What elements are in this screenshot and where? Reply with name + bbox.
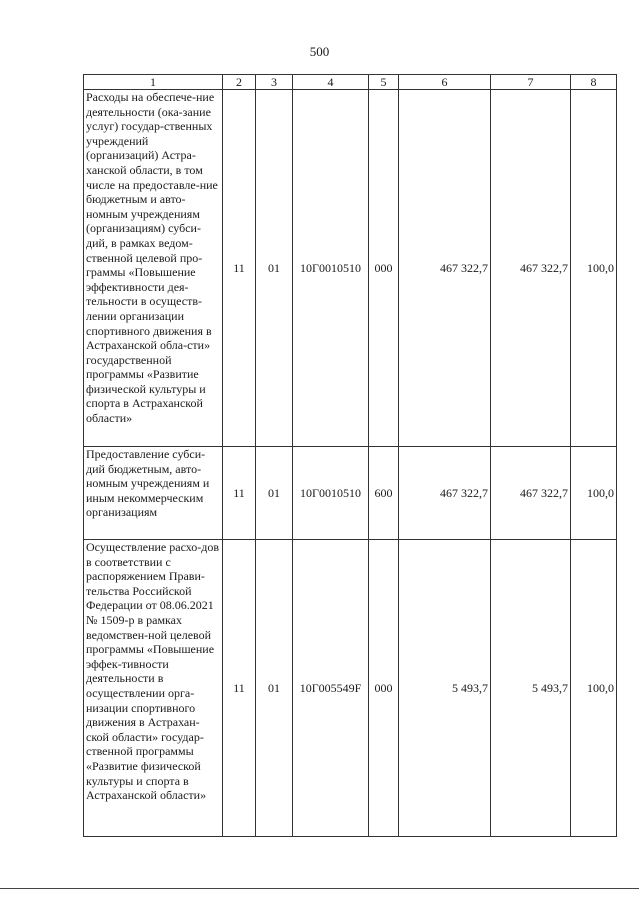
executed-amount: 5 493,7 — [491, 540, 571, 837]
row-description: Расходы на обеспече-ние деятельности (ока-зание услуг) государ-ственных учреждений (организаций) Астра-ханской области, в том числе на предоставле-ние бюджетным и авто-номным учреждениям (организациям) субси-дий, в рамках ведом-ственной целевой про-граммы «Повышение эффективности дея-тельности в осуществ-лении организации спортивного движения в Астраханской обла-сти» государственной программы «Развитие физической культуры и спорта в Астраханской области» — [84, 90, 223, 447]
executed-amount: 467 322,7 — [491, 447, 571, 540]
section-code: 11 — [223, 90, 256, 447]
planned-amount: 5 493,7 — [399, 540, 491, 837]
planned-amount: 467 322,7 — [399, 90, 491, 447]
subsection-code: 01 — [256, 540, 293, 837]
header-cell: 4 — [293, 75, 369, 90]
planned-amount: 467 322,7 — [399, 447, 491, 540]
target-article-code: 10Г0010510 — [293, 447, 369, 540]
expense-type-code: 600 — [369, 447, 399, 540]
target-article-code: 10Г005549F — [293, 540, 369, 837]
header-cell: 6 — [399, 75, 491, 90]
section-code: 11 — [223, 540, 256, 837]
section-code: 11 — [223, 447, 256, 540]
table-row — [84, 90, 617, 447]
target-article-code: 10Г0010510 — [293, 90, 369, 447]
row-description: Предоставление субси-дий бюджетным, авто-номным учреждениям и иным некоммерческим организациям — [84, 447, 223, 540]
subsection-code: 01 — [256, 447, 293, 540]
header-cell: 8 — [571, 75, 617, 90]
header-cell: 2 — [223, 75, 256, 90]
header-cell: 3 — [256, 75, 293, 90]
subsection-code: 01 — [256, 90, 293, 447]
execution-percent: 100,0 — [571, 540, 617, 837]
row-description: Осуществление расхо-дов в соответствии с распоряжением Прави-тельства Российской Федерации от 08.06.2021 № 1509-р в рамках ведомствен-ной целевой программы «Повышение эффек-тивности деятельности в осуществлении орга-низации спортивного движения в Астрахан-ской области» государ-ственной программы «Развитие физической культуры и спорта в Астраханской области» — [84, 540, 223, 837]
header-cell: 7 — [491, 75, 571, 90]
header-row — [84, 75, 617, 90]
expense-type-code: 000 — [369, 90, 399, 447]
execution-percent: 100,0 — [571, 90, 617, 447]
table-row — [84, 540, 617, 837]
budget-table — [83, 74, 617, 837]
executed-amount: 467 322,7 — [491, 90, 571, 447]
execution-percent: 100,0 — [571, 447, 617, 540]
header-cell: 1 — [84, 75, 223, 90]
expense-type-code: 000 — [369, 540, 399, 837]
page-bottom-divider — [0, 888, 639, 889]
table-row — [84, 447, 617, 540]
page-number: 500 — [309, 44, 330, 59]
header-cell: 5 — [369, 75, 399, 90]
